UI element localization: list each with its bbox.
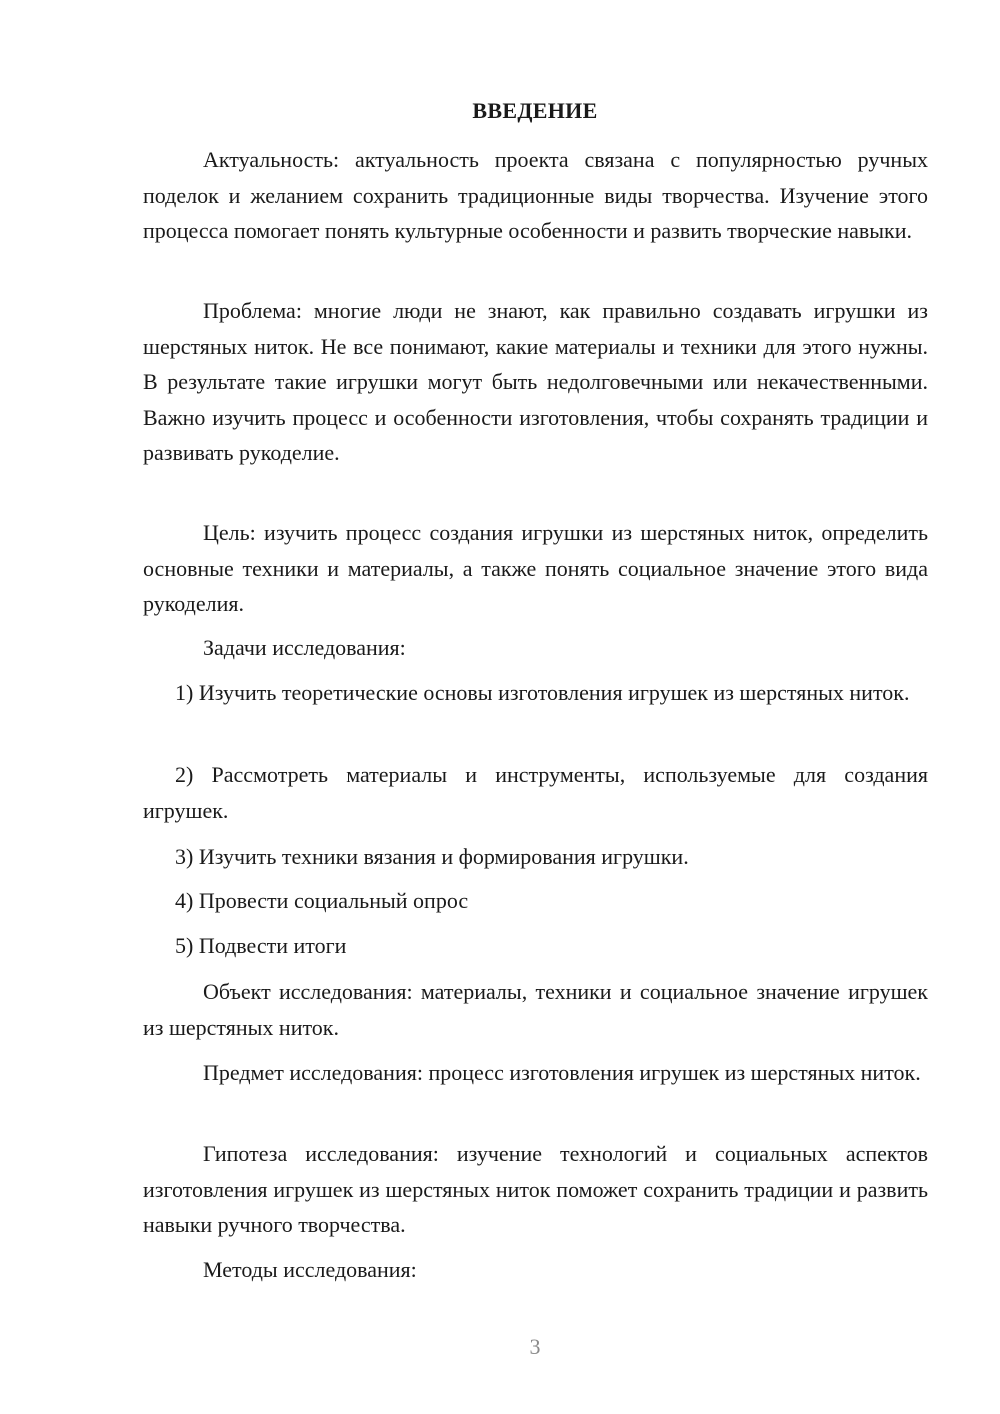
task-item-3: 3) Изучить техники вязания и формирования игрушки. xyxy=(175,844,689,869)
task-item-5: 5) Подвести итоги xyxy=(175,933,347,958)
tasks-title: Задачи исследования: xyxy=(203,635,406,660)
task-item-4: 4) Провести социальный опрос xyxy=(175,888,469,913)
paragraph-relevance: Актуальность: актуальность проекта связана с популярностью ручных поделок и желанием сохранить традиционные виды творчества. Изучение этого процесса помогает понять культурные особенности и развить творческие навыки. xyxy=(143,147,928,243)
paragraph-hypothesis: Гипотеза исследования: изучение технологий и социальных аспектов изготовления игрушек из шерстяных ниток поможет сохранить традиции и развить навыки ручного творчества. xyxy=(143,1141,928,1237)
methods-title: Методы исследования: xyxy=(203,1257,417,1282)
paragraph-problem: Проблема: многие люди не знают, как правильно создавать игрушки из шерстяных ниток. Не все понимают, какие материалы и техники для этого нужны. В результате такие игрушки могут быть недолговечными или некачественными. Важно изучить процесс и особенности изготовления, чтобы сохранять традиции и развивать рукоделие. xyxy=(143,298,928,465)
page-title: ВВЕДЕНИЕ xyxy=(472,98,598,123)
paragraph-goal: Цель: изучить процесс создания игрушки из шерстяных ниток, определить основные техники и материалы, а также понять социальное значение этого вида рукоделия. xyxy=(143,520,928,616)
page-number: 3 xyxy=(529,1334,541,1359)
paragraph-object: Объект исследования: материалы, техники и социальное значение игрушек из шерстяных ниток. xyxy=(143,979,928,1040)
paragraph-subject: Предмет исследования: процесс изготовления игрушек из шерстяных ниток. xyxy=(203,1060,921,1085)
task-item-1: 1) Изучить теоретические основы изготовления игрушек из шерстяных ниток. xyxy=(175,680,910,705)
task-item-2: 2) Рассмотреть материалы и инструменты, используемые для создания игрушек. xyxy=(143,762,928,823)
